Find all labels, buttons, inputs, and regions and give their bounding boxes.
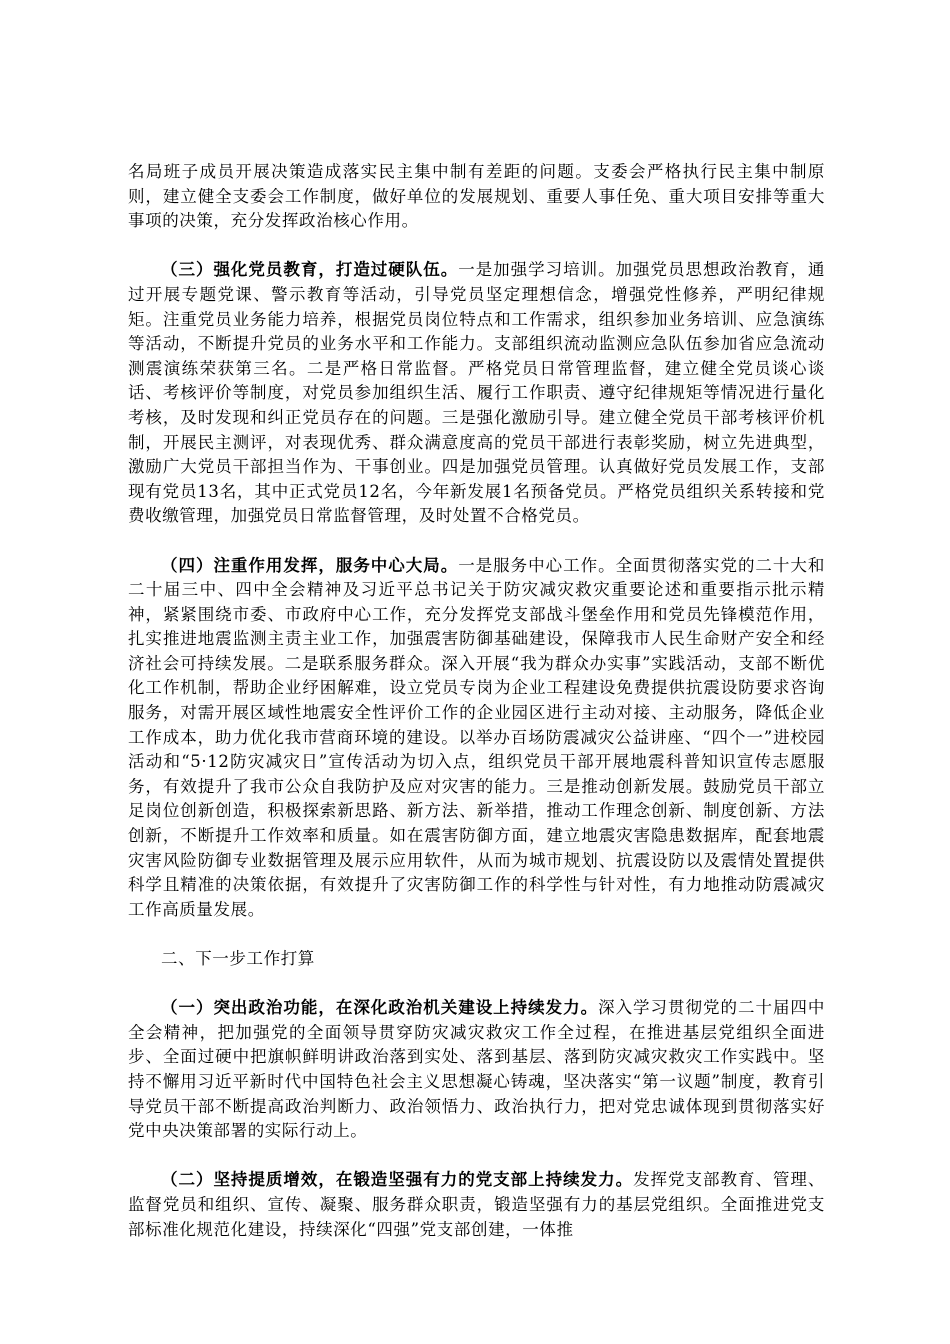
paragraph-lead: （一）突出政治功能，在深化政治机关建设上持续发力。 [161,998,599,1018]
paragraph-lead: （二）坚持提质增效，在锻造坚强有力的党支部上持续发力。 [161,1170,634,1190]
paragraph-body: 名局班子成员开展决策造成落实民主集中制有差距的问题。支委会严格执行民主集中制原则，建立健全支委会工作制度，做好单位的发展规划、重要人事任免、重大项目安排等重大事项的决策，充分发挥政治核心作用。 [128,162,825,231]
paragraph-body: 深入学习贯彻党的二十届四中全会精神，把加强党的全面领导贯穿防灾减灾救灾工作全过程，在推进基层党组织全面进步、全面过硬中把旗帜鲜明讲政治落到实处、落到基层、落到防灾减灾救灾工作实践中。坚持不懈用习近平新时代中国特色社会主义思想凝心铸魂，坚决落实“第一议题”制度，教育引导党员干部不断提高政治判断力、政治领悟力、政治执行力，把对党忠诚体现到贯彻落实好党中央决策部署的实际行动上。 [128,998,825,1141]
paragraph-strengthen-education [128,258,825,529]
paragraph-body: 发挥党支部教育、管理、监督党员和组织、宣传、凝聚、服务群众职责，锻造坚强有力的基层党组织。全面推进党支部标准化规范化建设，持续深化“四强”党支部创建，一体推 [128,1170,825,1239]
paragraph-serve-center [128,554,825,923]
paragraph-lead: （四）注重作用发挥，服务中心大局。 [161,555,459,575]
paragraph-political-function [128,996,825,1144]
paragraph-body: 一是服务中心工作。全面贯彻落实党的二十大和二十届三中、四中全会精神及习近平总书记关于防灾减灾救灾重要论述和重要指示批示精神，紧紧围绕市委、市政府中心工作，充分发挥党支部战斗堡垒作用和党员先锋模范作用，扎实推进地震监测主责主业工作，加强震害防御基础建设，保障我市人民生命财产安全和经济社会可持续发展。二是联系服务群众。深入开展“我为群众办实事”实践活动，支部不断优化工作机制，帮助企业纾困解难，设立党员专岗为企业工程建设免费提供抗震设防要求咨询服务，对需开展区域性地震安全性评价工作的企业园区进行主动对接、主动服务，降低企业工作成本，助力优化我市营商环境的建设。以举办百场防震减灾公益讲座、“四个一”进校园活动和“5·12防灾减灾日”宣传活动为切入点，组织党员干部开展地震科普知识宣传志愿服务，有效提升了我市公众自我防护及应对灾害的能力。三是推动创新发展。鼓励党员干部立足岗位创新创造，积极探索新思路、新方法、新举措，推动工作理念创新、制度创新、方法创新，不断提升工作效率和质量。如在震害防御方面，建立地震灾害隐患数据库，配套地震灾害风险防御专业数据管理及展示应用软件，从而为城市规划、抗震设防以及震情处置提供科学且精准的决策依据，有效提升了灾害防御工作的科学性与针对性，有力地推动防震减灾工作高质量发展。 [128,555,825,919]
paragraph-lead: （三）强化党员教育，打造过硬队伍。 [161,260,459,280]
paragraph-body: 一是加强学习培训。加强党员思想政治教育，通过开展专题党课、警示教育等活动，引导党员坚定理想信念，增强党性修养，严明纪律规矩。注重党员业务能力培养，根据党员岗位特点和工作需求，组织参加业务培训、应急演练等活动，不断提升党员的业务水平和工作能力。支部组织流动监测应急队伍参加省应急流动测震演练荣获第三名。二是严格日常监督。严格党员日常管理监督，建立健全党员谈心谈话、考核评价等制度，对党员参加组织生活、履行工作职责、遵守纪律规矩等情况进行量化考核，及时发现和纠正党员存在的问题。三是强化激励引导。建立健全党员干部考核评价机制，开展民主测评，对表现优秀、群众满意度高的党员干部进行表彰奖励，树立先进典型，激励广大党员干部担当作为、干事创业。四是加强党员管理。认真做好党员发展工作，支部现有党员13名，其中正式党员12名，今年新发展1名预备党员。严格党员组织关系转接和党费收缴管理，加强党员日常监督管理，及时处置不合格党员。 [128,260,825,526]
paragraph-continuation [128,160,825,234]
paragraph-quality-efficiency [128,1168,825,1242]
document-body [128,160,825,1267]
section-heading: 二、下一步工作打算 [161,949,315,968]
